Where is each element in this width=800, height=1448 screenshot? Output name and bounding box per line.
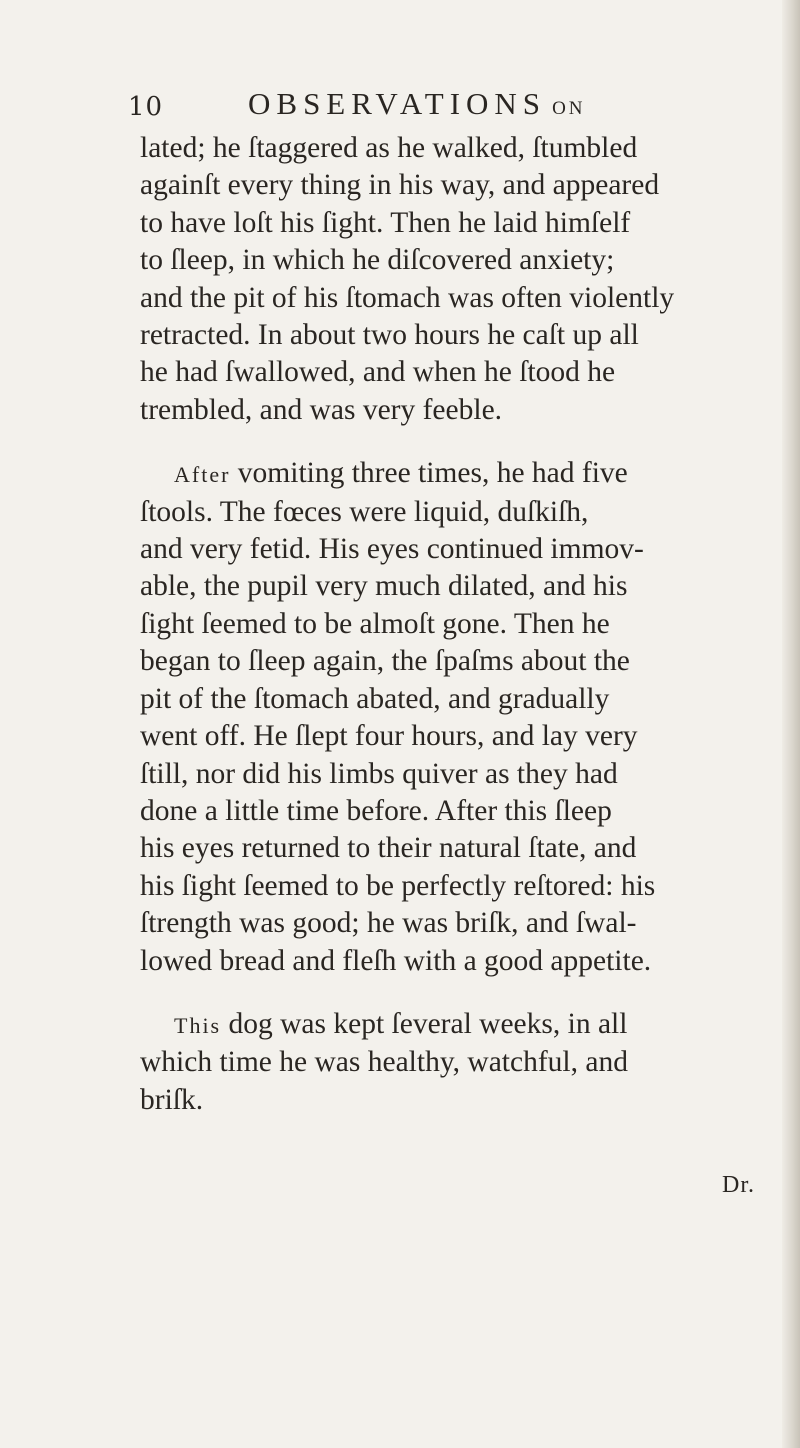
body-text xyxy=(140,130,780,1119)
text-line: ſtrength was good; he was briſk, and ſwal- xyxy=(140,907,637,940)
text-line: done a little time before. After this ſleep xyxy=(140,794,612,827)
text-line: his ſight ſeemed to be perfectly reſtored: his xyxy=(140,869,656,902)
text-line: his eyes returned to their natural ſtate, and xyxy=(140,832,637,865)
text-line: lated; he ſtaggered as he walked, ſtumbled xyxy=(140,132,638,164)
paragraph-2 xyxy=(140,455,780,980)
text-line: to ſleep, in which he diſcovered anxiety; xyxy=(140,244,615,277)
line-rest: vomiting three times, he had five xyxy=(230,457,628,490)
lead-word: This xyxy=(174,1012,222,1038)
text-line: to have loſt his ſight. Then he laid himſelf xyxy=(140,206,631,239)
lead-word: After xyxy=(174,462,231,488)
text-line: trembled, and was very feeble. xyxy=(140,393,503,426)
text-line: ſight ſeemed to be almoſt gone. Then he xyxy=(140,607,610,640)
running-header xyxy=(128,86,728,126)
page-edge xyxy=(782,0,800,1448)
text-line: able, the pupil very much dilated, and his xyxy=(140,570,628,603)
text-line xyxy=(140,455,780,493)
text-line: lowed bread and fleſh with a good appetite. xyxy=(140,944,652,977)
catchword: Dr. xyxy=(722,1172,755,1198)
running-title-suffix: ON xyxy=(552,98,586,119)
text-line: he had ſwallowed, and when he ſtood he xyxy=(140,356,616,389)
text-line: and very fetid. His eyes continued immov- xyxy=(140,533,644,566)
text-line: which time he was healthy, watchful, and xyxy=(140,1046,628,1079)
line-rest: dog was kept ſeveral weeks, in all xyxy=(221,1007,628,1040)
text-line: and the pit of his ſtomach was often violently xyxy=(140,281,675,314)
text-line: briſk. xyxy=(140,1083,204,1116)
text-line: ſtools. The fœces were liquid, duſkiſh, xyxy=(140,495,589,528)
running-title-main: OBSERVATIONS xyxy=(248,86,547,121)
running-title xyxy=(248,86,586,122)
text-line: againſt every thing in his way, and appeared xyxy=(140,169,660,202)
text-line: ſtill, nor did his limbs quiver as they had xyxy=(140,757,618,790)
text-line: began to ſleep again, the ſpaſms about the xyxy=(140,645,630,678)
text-line: retracted. In about two hours he caſt up all xyxy=(140,319,639,352)
text-line: pit of the ſtomach abated, and gradually xyxy=(140,682,610,715)
text-line xyxy=(140,1006,780,1044)
page-number: 10 xyxy=(128,92,164,122)
text-line: went off. He ſlept four hours, and lay very xyxy=(140,720,638,753)
paragraph-1 xyxy=(140,130,780,429)
paragraph-3 xyxy=(140,1006,780,1119)
